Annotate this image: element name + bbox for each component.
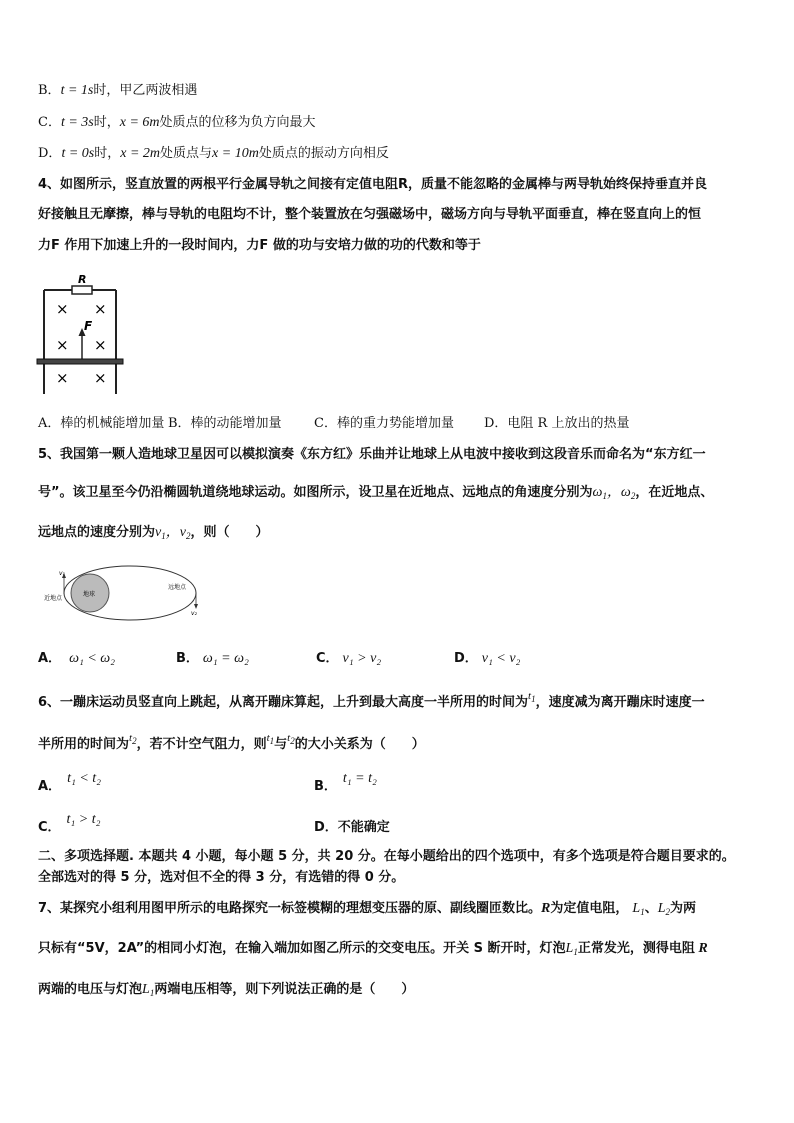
q3-option-b: B．t = 1s时，甲乙两波相遇	[38, 83, 198, 98]
section-2-heading-line-1: 二、多项选择题. 本题共 4 小题，每小题 5 分，共 20 分。在每小题给出的四个选项中，有多个选项是符合题目要求的。	[38, 849, 735, 864]
resistor-symbol	[72, 286, 92, 294]
q4-circuit-figure	[34, 272, 134, 394]
q3-option-c: C．t = 3s时，x = 6m处质点的位移为负方向最大	[38, 115, 316, 130]
v2-arrowhead	[194, 604, 198, 609]
force-label: F	[84, 319, 93, 333]
q6-line-1: 6、一蹦床运动员竖直向上跳起，从离开蹦床算起，上升到最大高度一半所用的时间为$^{t_1}$，速度减为离开蹦床时速度一	[38, 690, 705, 710]
v2-label: v₂	[191, 610, 197, 617]
perigee-label: 近地点	[44, 595, 63, 602]
q5-line-2: 号”。该卫星至今仍沿椭圆轨道绕地球运动。如图所示，设卫星在近地点、远地点的角速度分别为$\omega_1$，$\omega_2$，在近地点、	[38, 485, 714, 501]
q5-line-1: 5、我国第一颗人造地球卫星因可以模拟演奏《东方红》乐曲并让地球上从电波中接收到这段音乐而命名为“东方红一	[38, 447, 706, 462]
field-cross: ×	[94, 369, 107, 387]
q4-option-a: A．棒的机械能增加量	[38, 416, 165, 431]
field-cross: ×	[56, 369, 69, 387]
section-2-heading-line-2: 全部选对的得 5 分，选对但不全的得 3 分，有选错的得 0 分。	[38, 870, 405, 885]
q7-line-2: 只标有“5V，2A”的相同小灯泡，在输入端加如图乙所示的交变电压。开关 S 断开时，灯泡$L_1$正常发光，测得电阻 R	[38, 941, 708, 957]
field-cross: ×	[94, 336, 107, 354]
q7-line-1: 7、某探究小组利用图甲所示的电路探究一标签模糊的理想变压器的原、副线圈匝数比。R为定值电阻， $L_1$、$L_2$为两	[38, 901, 697, 917]
q6-option-b: B．t₁ = t₂	[314, 771, 377, 794]
q4-line-3: 力F 作用下加速上升的一段时间内，力F 做的功与安培力做的功的代数和等于	[38, 238, 481, 253]
q5-option-a: A． ω₁ < ω₂	[38, 651, 116, 666]
q4-option-b: B．棒的动能增加量	[168, 416, 282, 431]
q6-option-d: D．不能确定	[314, 820, 390, 835]
q6-line-2: 半所用的时间为$^{t_2}$，若不计空气阻力，则$^{t_1}$与$^{t_2}$的大小关系为（ ）	[38, 732, 425, 752]
q4-option-c: C．棒的重力势能增加量	[314, 416, 454, 431]
q5-orbit-figure	[42, 562, 202, 628]
q7-line-3: 两端的电压与灯泡$L_1$两端电压相等，则下列说法正确的是（ ）	[38, 982, 415, 998]
apogee-label: 远地点	[168, 584, 187, 591]
q6-option-a: A．t₁ < t₂	[38, 771, 102, 794]
q5-option-b: B． ω₁ = ω₂	[176, 651, 249, 666]
q4-line-1: 4、如图所示，竖直放置的两根平行金属导轨之间接有定值电阻R，质量不能忽略的金属棒与两导轨始终保持垂直并良	[38, 177, 708, 192]
earth-label: 地球	[83, 591, 96, 598]
q5-option-c: C． v₁ > v₂	[316, 651, 382, 666]
q5-line-3: 远地点的速度分别为$v_1$，$v_2$，则（ ）	[38, 525, 269, 541]
metal-rod	[37, 359, 123, 364]
q4-option-d: D．电阻 R 上放出的热量	[484, 416, 630, 431]
field-cross: ×	[56, 300, 69, 318]
q4-line-2: 好接触且无摩擦，棒与导轨的电阻均不计，整个装置放在匀强磁场中，磁场方向与导轨平面垂直，棒在竖直向上的恒	[38, 207, 702, 222]
v1-label: v₁	[59, 570, 65, 577]
field-cross: ×	[94, 300, 107, 318]
field-cross: ×	[56, 336, 69, 354]
resistor-label: R	[78, 273, 87, 286]
q6-option-c: C．t₁ > t₂	[38, 812, 101, 835]
q5-option-d: D． v₁ < v₂	[454, 651, 521, 666]
q3-option-d: D．t = 0s时，x = 2m处质点与x = 10m处质点的振动方向相反	[38, 146, 389, 161]
